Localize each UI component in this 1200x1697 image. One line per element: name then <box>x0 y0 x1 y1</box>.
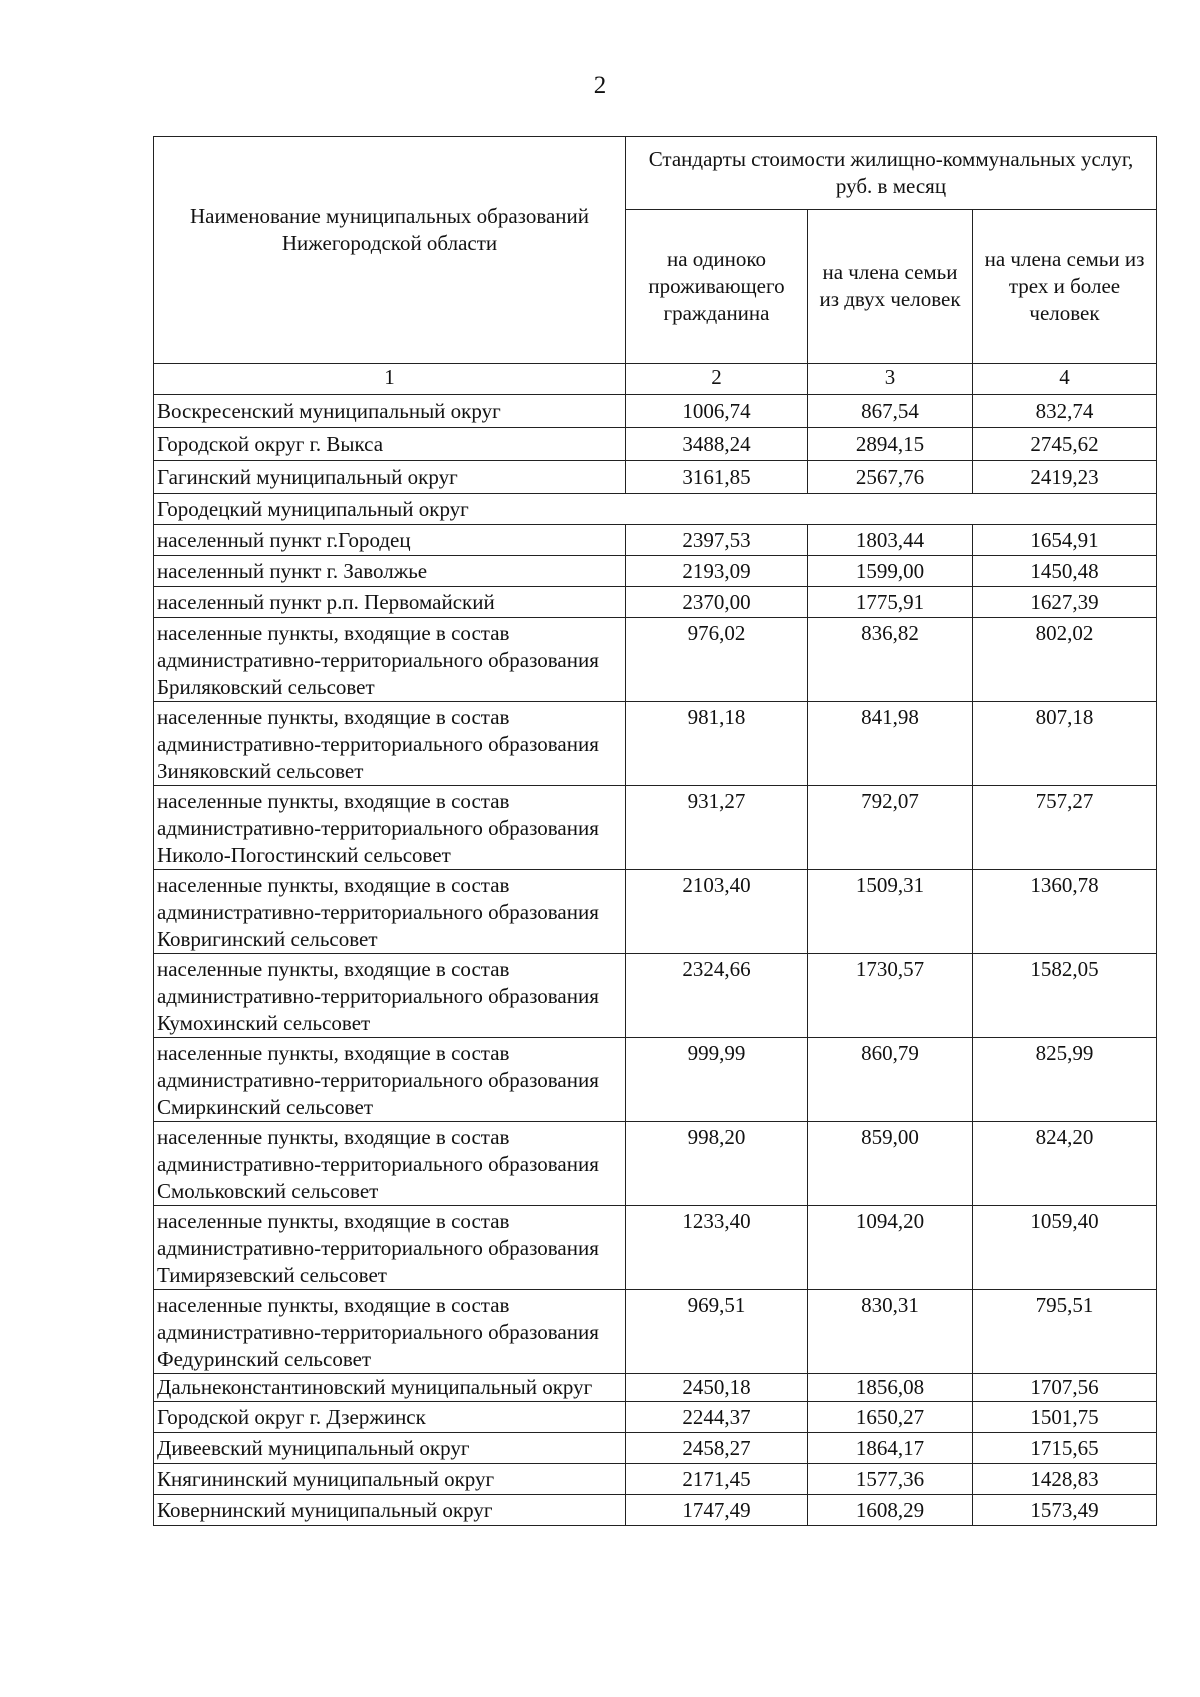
value-family-of-two: 867,54 <box>808 395 973 428</box>
table-row <box>154 395 1157 428</box>
value-family-of-two: 1608,29 <box>808 1495 973 1526</box>
value-single-citizen: 981,18 <box>626 702 808 786</box>
table-row <box>154 1402 1157 1433</box>
value-single-citizen: 969,51 <box>626 1290 808 1374</box>
table-row <box>154 1038 1157 1122</box>
row-municipality-name: населенные пункты, входящие в состав административно-территориального образования Смиркинский сельсовет <box>154 1038 626 1122</box>
row-municipality-name: населенный пункт г.Городец <box>154 525 626 556</box>
value-single-citizen: 2193,09 <box>626 556 808 587</box>
value-single-citizen: 1233,40 <box>626 1206 808 1290</box>
value-family-of-three: 2745,62 <box>973 428 1157 461</box>
value-family-of-two: 859,00 <box>808 1122 973 1206</box>
row-municipality-name: Городской округ г. Дзержинск <box>154 1402 626 1433</box>
value-family-of-two: 1730,57 <box>808 954 973 1038</box>
row-municipality-name: населенные пункты, входящие в состав административно-территориального образования Тимирязевский сельсовет <box>154 1206 626 1290</box>
value-single-citizen: 2324,66 <box>626 954 808 1038</box>
value-family-of-three: 2419,23 <box>973 461 1157 494</box>
row-municipality-name: населенные пункты, входящие в состав административно-территориального образования Федуринский сельсовет <box>154 1290 626 1374</box>
table-row <box>154 1464 1157 1495</box>
row-section-heading: Городецкий муниципальный округ <box>154 494 1157 525</box>
table-row <box>154 1290 1157 1374</box>
value-family-of-three: 1501,75 <box>973 1402 1157 1433</box>
value-single-citizen: 998,20 <box>626 1122 808 1206</box>
value-single-citizen: 1006,74 <box>626 395 808 428</box>
value-family-of-three: 802,02 <box>973 618 1157 702</box>
table-row <box>154 587 1157 618</box>
table-row <box>154 870 1157 954</box>
value-family-of-two: 1577,36 <box>808 1464 973 1495</box>
value-family-of-two: 1856,08 <box>808 1374 973 1402</box>
table-row <box>154 618 1157 702</box>
column-number: 3 <box>808 364 973 395</box>
table-row <box>154 428 1157 461</box>
value-single-citizen: 2458,27 <box>626 1433 808 1464</box>
value-family-of-three: 1707,56 <box>973 1374 1157 1402</box>
table-row <box>154 1433 1157 1464</box>
row-municipality-name: Дальнеконстантиновский муниципальный округ <box>154 1374 626 1402</box>
row-municipality-name: Городской округ г. Выкса <box>154 428 626 461</box>
column-number: 2 <box>626 364 808 395</box>
value-family-of-two: 860,79 <box>808 1038 973 1122</box>
value-family-of-two: 836,82 <box>808 618 973 702</box>
header-family-of-three: на члена семьи из трех и более человек <box>973 209 1157 363</box>
table-row <box>154 702 1157 786</box>
row-municipality-name: населенные пункты, входящие в состав административно-территориального образования Ковригинский сельсовет <box>154 870 626 954</box>
column-number: 1 <box>154 364 626 395</box>
page-number: 2 <box>593 72 607 99</box>
value-single-citizen: 3488,24 <box>626 428 808 461</box>
table-row <box>154 461 1157 494</box>
value-family-of-two: 841,98 <box>808 702 973 786</box>
value-family-of-three: 757,27 <box>973 786 1157 870</box>
value-family-of-three: 1360,78 <box>973 870 1157 954</box>
value-family-of-two: 792,07 <box>808 786 973 870</box>
value-single-citizen: 976,02 <box>626 618 808 702</box>
value-single-citizen: 3161,85 <box>626 461 808 494</box>
value-family-of-three: 1428,83 <box>973 1464 1157 1495</box>
table-row <box>154 556 1157 587</box>
row-municipality-name: населенный пункт г. Заволжье <box>154 556 626 587</box>
value-family-of-two: 1775,91 <box>808 587 973 618</box>
value-family-of-two: 830,31 <box>808 1290 973 1374</box>
table-row <box>154 954 1157 1038</box>
table-row <box>154 525 1157 556</box>
housing-cost-table <box>153 136 1157 1526</box>
value-family-of-two: 1509,31 <box>808 870 973 954</box>
row-municipality-name: Дивеевский муниципальный округ <box>154 1433 626 1464</box>
value-family-of-three: 1654,91 <box>973 525 1157 556</box>
value-single-citizen: 999,99 <box>626 1038 808 1122</box>
row-municipality-name: населенные пункты, входящие в состав административно-территориального образования Смольковский сельсовет <box>154 1122 626 1206</box>
row-municipality-name: Княгининский муниципальный округ <box>154 1464 626 1495</box>
value-family-of-three: 832,74 <box>973 395 1157 428</box>
row-municipality-name: населенные пункты, входящие в состав административно-территориального образования Николо-Погостинский сельсовет <box>154 786 626 870</box>
value-family-of-three: 795,51 <box>973 1290 1157 1374</box>
table-row <box>154 786 1157 870</box>
value-single-citizen: 2370,00 <box>626 587 808 618</box>
row-municipality-name: населенные пункты, входящие в состав административно-территориального образования Кумохинский сельсовет <box>154 954 626 1038</box>
row-municipality-name: населенные пункты, входящие в состав административно-территориального образования Зиняковский сельсовет <box>154 702 626 786</box>
value-family-of-three: 1582,05 <box>973 954 1157 1038</box>
value-family-of-three: 824,20 <box>973 1122 1157 1206</box>
value-single-citizen: 1747,49 <box>626 1495 808 1526</box>
row-municipality-name: населенные пункты, входящие в состав административно-территориального образования Бриляковский сельсовет <box>154 618 626 702</box>
value-family-of-three: 1573,49 <box>973 1495 1157 1526</box>
value-single-citizen: 2397,53 <box>626 525 808 556</box>
header-family-of-two: на члена семьи из двух человек <box>808 209 973 363</box>
value-family-of-three: 1059,40 <box>973 1206 1157 1290</box>
value-family-of-two: 1599,00 <box>808 556 973 587</box>
value-family-of-three: 825,99 <box>973 1038 1157 1122</box>
header-cost-standards: Стандарты стоимости жилищно-коммунальных услуг, руб. в месяц <box>626 137 1157 210</box>
row-municipality-name: населенный пункт р.п. Первомайский <box>154 587 626 618</box>
table-row <box>154 1206 1157 1290</box>
value-family-of-three: 807,18 <box>973 702 1157 786</box>
value-single-citizen: 2171,45 <box>626 1464 808 1495</box>
table-row <box>154 1495 1157 1526</box>
value-family-of-three: 1627,39 <box>973 587 1157 618</box>
value-family-of-two: 1094,20 <box>808 1206 973 1290</box>
table-row <box>154 494 1157 525</box>
row-municipality-name: Гагинский муниципальный округ <box>154 461 626 494</box>
table-row <box>154 1374 1157 1402</box>
row-municipality-name: Ковернинский муниципальный округ <box>154 1495 626 1526</box>
header-municipality-name: Наименование муниципальных образований Нижегородской области <box>154 137 626 364</box>
value-single-citizen: 2244,37 <box>626 1402 808 1433</box>
value-single-citizen: 931,27 <box>626 786 808 870</box>
value-single-citizen: 2450,18 <box>626 1374 808 1402</box>
header-single-citizen: на одиноко проживающего гражданина <box>626 209 808 363</box>
row-municipality-name: Воскресенский муниципальный округ <box>154 395 626 428</box>
value-family-of-two: 2894,15 <box>808 428 973 461</box>
value-family-of-two: 1864,17 <box>808 1433 973 1464</box>
value-family-of-two: 1803,44 <box>808 525 973 556</box>
value-single-citizen: 2103,40 <box>626 870 808 954</box>
column-numbers-row <box>154 364 1157 395</box>
value-family-of-two: 2567,76 <box>808 461 973 494</box>
column-number: 4 <box>973 364 1157 395</box>
value-family-of-three: 1715,65 <box>973 1433 1157 1464</box>
value-family-of-three: 1450,48 <box>973 556 1157 587</box>
value-family-of-two: 1650,27 <box>808 1402 973 1433</box>
table-row <box>154 1122 1157 1206</box>
